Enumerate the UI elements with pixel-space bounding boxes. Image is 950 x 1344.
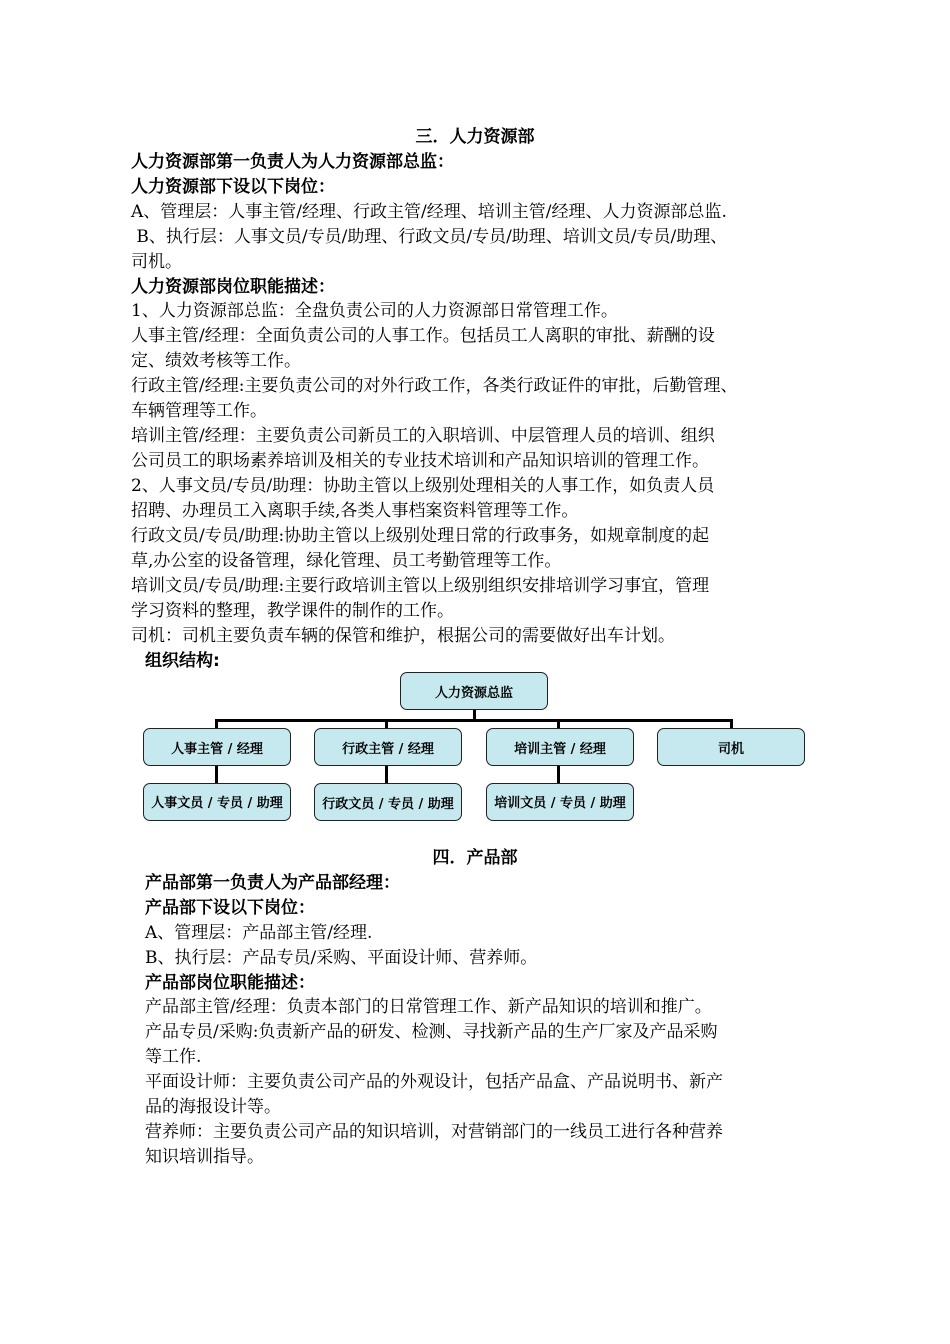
hr-duty-1: 1、人力资源部总监：全盘负责公司的人力资源部日常管理工作。 [131, 301, 618, 321]
product-duty-2b: 等工作. [145, 1047, 202, 1067]
hr-duty-4b: 公司员工的职场素养培训及相关的专业技术培训和产品知识培训的管理工作。 [131, 451, 709, 471]
hr-positions-heading: 人力资源部下设以下岗位： [131, 177, 335, 197]
hr-duty-6b: 草,办公室的设备管理，绿化管理、员工考勤管理等工作。 [131, 551, 562, 571]
org-node-root: 人力资源总监 [400, 672, 548, 710]
hr-duty-3a: 行政主管/经理:主要负责公司的对外行政工作，各类行政证件的审批，后勤管理、 [131, 376, 738, 396]
org-connector-l2-2 [385, 765, 388, 784]
hr-head-line: 人力资源部第一负责人为人力资源部总监： [131, 152, 454, 172]
org-node-admin-manager: 行政主管 / 经理 [314, 728, 462, 766]
org-connector-l2-1 [215, 765, 218, 784]
section-title-product: 四．产品部 [432, 848, 518, 868]
hr-line-a: A、管理层：人事主管/经理、行政主管/经理、培训主管/经理、人力资源部总监. [131, 202, 727, 222]
section-title-hr: 三．人力资源部 [415, 127, 535, 147]
org-node-hr-manager: 人事主管 / 经理 [143, 728, 291, 766]
org-node-admin-staff: 行政文员 / 专员 / 助理 [314, 783, 462, 821]
hr-line-b2: 司机。 [131, 252, 182, 272]
product-head-line: 产品部第一负责人为产品部经理： [145, 873, 400, 893]
product-duties-heading: 产品部岗位职能描述： [145, 973, 315, 993]
product-duty-3a: 平面设计师：主要负责公司产品的外观设计，包括产品盒、产品说明书、新产 [145, 1072, 723, 1092]
hr-line-b1: B、执行层：人事文员/专员/助理、行政文员/专员/助理、培训文员/专员/助理、 [131, 227, 728, 247]
product-line-b: B、执行层：产品专员/采购、平面设计师、营养师。 [145, 948, 538, 968]
org-node-training-manager: 培训主管 / 经理 [486, 728, 634, 766]
hr-duty-6a: 行政文员/专员/助理:协助主管以上级别处理日常的行政事务，如规章制度的起 [131, 526, 710, 546]
hr-duty-2a: 人事主管/经理：全面负责公司的人事工作。包括员工人离职的审批、薪酬的设 [131, 326, 715, 346]
product-duty-4a: 营养师：主要负责公司产品的知识培训，对营销部门的一线员工进行各种营养 [145, 1122, 723, 1142]
hr-duty-5b: 招聘、办理员工入离职手续,各类人事档案资料管理等工作。 [131, 501, 579, 521]
hr-duties-heading: 人力资源部岗位职能描述： [131, 277, 335, 297]
hr-duty-3b: 车辆管理等工作。 [131, 401, 267, 421]
org-connector-bus [215, 719, 733, 722]
hr-duty-7b: 学习资料的整理，教学课件的制作的工作。 [131, 601, 454, 621]
org-connector-l2-3 [557, 765, 560, 784]
product-duty-3b: 品的海报设计等。 [145, 1097, 281, 1117]
hr-duty-8: 司机：司机主要负责车辆的保管和维护，根据公司的需要做好出车计划。 [131, 626, 675, 646]
product-line-a: A、管理层：产品部主管/经理. [145, 923, 373, 943]
org-node-training-staff: 培训文员 / 专员 / 助理 [486, 783, 634, 821]
org-heading: 组织结构: [145, 651, 220, 671]
org-node-hr-staff: 人事文员 / 专员 / 助理 [143, 783, 291, 821]
hr-duty-4a: 培训主管/经理：主要负责公司新员工的入职培训、中层管理人员的培训、组织 [131, 426, 715, 446]
org-node-driver: 司机 [657, 728, 805, 766]
product-duty-1: 产品部主管/经理：负责本部门的日常管理工作、新产品知识的培训和推广。 [145, 997, 712, 1017]
hr-duty-7a: 培训文员/专员/助理:主要行政培训主管以上级别组织安排培训学习事宜，管理 [131, 576, 710, 596]
product-positions-heading: 产品部下设以下岗位： [145, 898, 315, 918]
product-duty-4b: 知识培训指导。 [145, 1147, 264, 1167]
hr-duty-5a: 2、人事文员/专员/助理：协助主管以上级别处理相关的人事工作，如负责人员 [131, 476, 715, 496]
product-duty-2a: 产品专员/采购:负责新产品的研发、检测、寻找新产品的生产厂家及产品采购 [145, 1022, 718, 1042]
hr-duty-2b: 定、绩效考核等工作。 [131, 351, 301, 371]
